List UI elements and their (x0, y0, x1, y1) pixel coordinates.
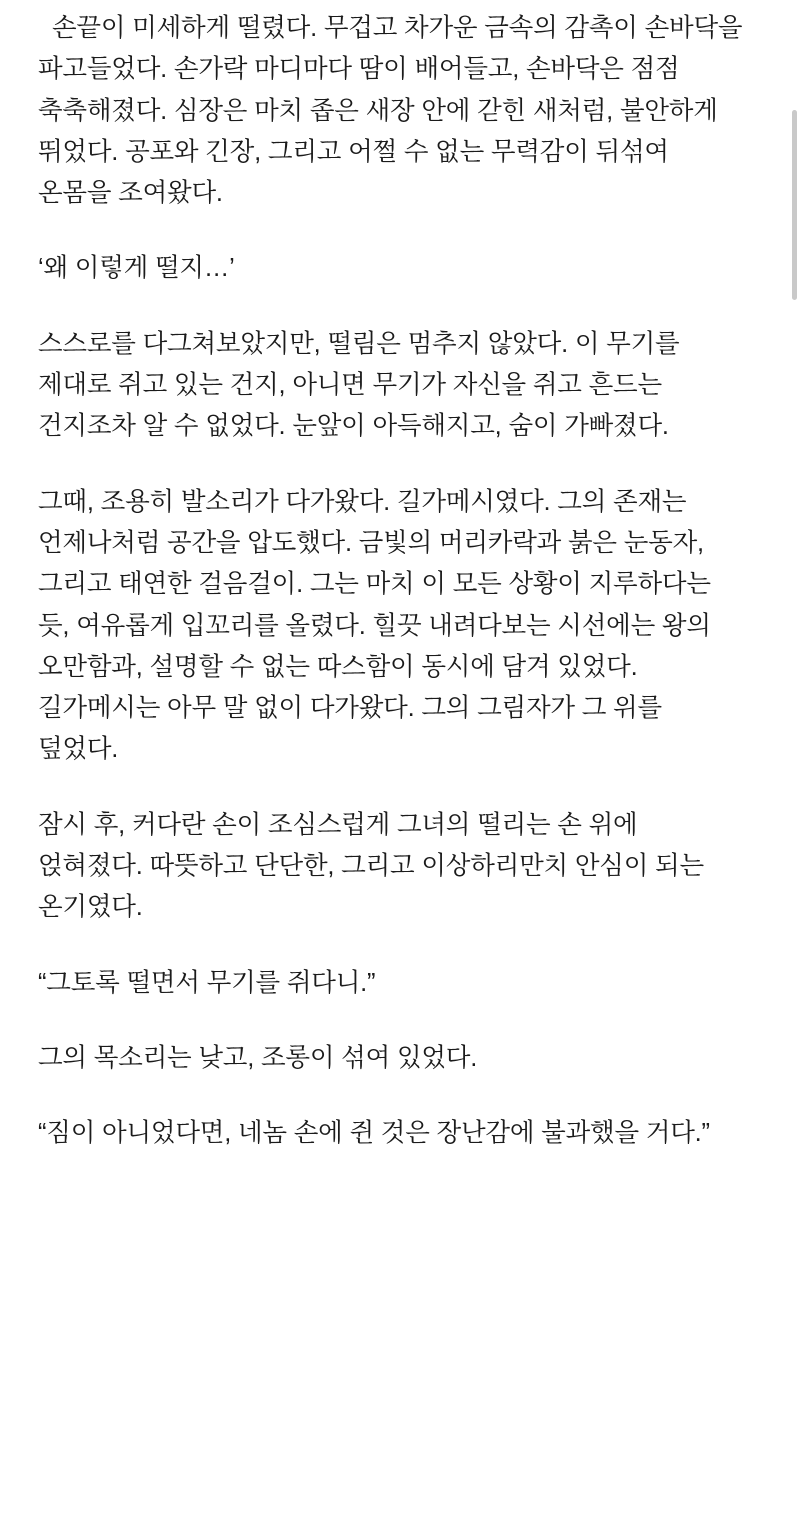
scrollbar-track[interactable] (790, 0, 800, 1516)
paragraph-thought: ‘왜 이렇게 떨지…’ (38, 254, 235, 283)
paragraph-narration: 그의 목소리는 낮고, 조롱이 섞여 있었다. (38, 1043, 478, 1072)
paragraph-narration: 스스로를 다그쳐보았지만, 떨림은 멈추지 않았다. 이 무기를 제대로 쥐고 있는 건지, 아니면 무기가 자신을 쥐고 흔드는 건지조차 알 수 없었다. 눈앞이 아득해지고, 숨이 가빠졌다. (38, 329, 687, 441)
paragraph-dialogue: “그토록 떨면서 무기를 쥐다니.” (38, 968, 376, 997)
paragraph-narration: 그때, 조용히 발소리가 다가왔다. 길가메시였다. 그의 존재는 언제나처럼 공간을 압도했다. 금빛의 머리카락과 붉은 눈동자, 그리고 태연한 걸음걸이. 그는 마치 이 모든 상황이 지루하다는 듯, 여유롭게 입꼬리를 올렸다. 힐끗 내려다보는 시선에는 왕의 오만함과, 설명할 수 없는 따스함이 동시에 담겨 있었다. 길가메시는 아무 말 없이 다가왔다. 그의 그림자가 그 위를 덮었다. (38, 487, 718, 764)
paragraph-narration: 손끝이 미세하게 떨렸다. 무겁고 차가운 금속의 감촉이 손바닥을 파고들었다. 손가락 마디마다 땀이 배어들고, 손바닥은 점점 축축해졌다. 심장은 마치 좁은 새장 안에 갇힌 새처럼, 불안하게 뛰었다. 공포와 긴장, 그리고 어쩔 수 없는 무력감이 뒤섞여 온몸을 조여왔다. (38, 14, 750, 208)
paragraph-dialogue: “짐이 아니었다면, 네놈 손에 쥔 것은 장난감에 불과했을 거다.” (38, 1119, 710, 1148)
scrollbar-thumb[interactable] (792, 110, 797, 300)
paragraph-narration: 잠시 후, 커다란 손이 조심스럽게 그녀의 떨리는 손 위에 얹혀졌다. 따뜻하고 단단한, 그리고 이상하리만치 안심이 되는 온기였다. (38, 810, 711, 922)
